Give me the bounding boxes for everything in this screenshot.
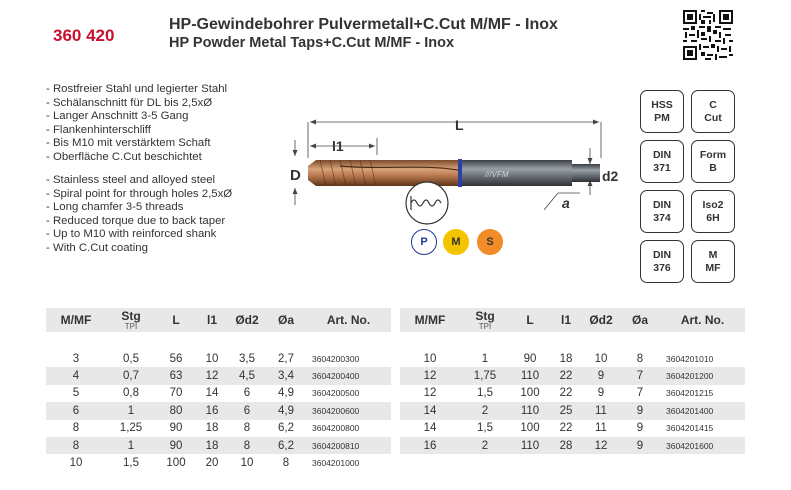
table-cell: 9 [597,387,605,400]
table-cell: 11 [595,422,607,435]
label-L: L [455,117,464,133]
table-cell: 6,2 [278,422,294,435]
table-cell: 3604201200 [660,367,745,384]
table-row [46,385,391,402]
table-cell: 3604201415 [666,423,714,434]
feature-item: - Oberfläche C.Cut beschichtet [46,150,202,163]
feature-item: - Long chamfer 3-5 threads [46,201,184,214]
table-row [46,402,391,419]
feature-list-german [46,83,227,165]
table-cell: 22 [559,387,573,400]
table-cell: 5 [72,387,80,400]
table-cell: 7 [620,367,660,384]
table-cell: 6 [228,402,266,419]
table-cell: 1 [106,437,156,454]
table-cell: 100 [520,422,540,435]
table-cell: 3,5 [239,352,255,365]
label-l1: l1 [332,138,344,154]
feature-item: - Up to M10 with reinforced shank [46,228,217,241]
table-cell: 28 [550,437,582,454]
table-cell: 4,9 [278,387,294,400]
tap-technical-drawing [280,100,625,240]
table-cell: 8 [636,352,644,365]
table-cell: 2 [460,402,510,419]
table-cell: 1,5 [123,457,139,470]
table-cell: 90 [523,352,537,365]
col-header-od2: Ød2 [235,313,259,327]
table-cell: 2,7 [278,352,294,365]
table-cell: 18 [559,352,573,365]
table-cell: 22 [550,367,582,384]
table-cell: 80 [156,402,196,419]
table-cell: 110 [510,437,550,454]
table-cell: 12 [400,367,460,384]
table-cell: 3604200600 [306,402,391,419]
table-cell: 8 [243,422,251,435]
table-cell: 16 [400,437,460,454]
table-cell: 4 [46,367,106,384]
feature-item: - Spiral point for through holes 2,5xØ [46,187,233,200]
table-cell: 1,75 [460,367,510,384]
col-header-l: L [172,313,180,327]
table-cell: 3 [72,352,80,365]
table-cell: 18 [205,422,219,435]
badge-form-b: Form B [691,140,735,183]
table-cell: 16 [196,402,228,419]
table-cell: 0,5 [123,352,139,365]
svg-text:///VFM: ///VFM [485,170,509,179]
table-cell: 100 [520,387,540,400]
table-cell: 9 [636,422,644,435]
badge-din371: DIN 371 [640,140,684,183]
table-cell: 0,8 [123,387,139,400]
feature-item: - With C.Cut coating [46,241,148,254]
label-D: D [290,167,301,184]
table-cell: 3604200800 [312,423,360,434]
badge-m-mf: M MF [691,240,735,283]
title-german: HP-Gewindebohrer Pulvermetall+C.Cut M/MF - Inox [169,16,558,33]
table-cell: 6 [46,402,106,419]
table-cell: 1 [481,352,489,365]
label-a: a [562,195,570,211]
table-cell: 4,5 [228,367,266,384]
table-cell: 12 [582,437,620,454]
size-table-right [400,308,745,454]
qr-code-icon [683,10,733,60]
table-row [46,420,391,437]
col-header-od2: Ød2 [589,313,613,327]
table-cell: 90 [169,422,183,435]
table-row [400,367,745,384]
table-cell: 8 [46,437,106,454]
col-header-art: Art. No. [326,313,371,327]
table-cell: 1,5 [477,387,493,400]
table-cell: 7 [636,387,644,400]
feature-item: - Langer Anschnitt 3-5 Gang [46,110,189,123]
table-row [400,437,745,454]
table-row [46,454,391,471]
table-row [400,385,745,402]
col-header-stg: Stg TPI [475,309,495,331]
table-cell: 6,2 [266,437,306,454]
table-cell: 110 [510,367,550,384]
feature-item: - Schälanschnitt für DL bis 2,5xØ [46,96,213,109]
table-cell: 12 [196,367,228,384]
table-cell: 1,25 [119,422,143,435]
table-row [46,367,391,384]
table-row [400,402,745,419]
feature-item: - Bis M10 mit verstärktem Schaft [46,137,211,150]
badge-c-cut: C Cut [691,90,735,133]
table-cell: 1,5 [477,422,493,435]
col-header-art: Art. No. [680,313,725,327]
table-cell: 9 [582,367,620,384]
table-cell: 3,4 [266,367,306,384]
material-m-icon: M [443,229,469,255]
table-cell: 9 [620,437,660,454]
table-cell: 3604200810 [306,437,391,454]
table-cell: 3604200400 [306,367,391,384]
table-cell: 0,7 [106,367,156,384]
table-cell: 90 [156,437,196,454]
table-cell: 100 [166,457,186,470]
table-cell: 3604200300 [312,353,360,364]
table-cell: 8 [72,422,80,435]
table-cell: 1 [106,402,156,419]
table-cell: 8 [228,437,266,454]
material-p-icon: P [411,229,437,255]
table-cell: 4,9 [266,402,306,419]
table-cell: 6 [243,387,251,400]
table-row [46,350,391,367]
table-cell: 11 [582,402,620,419]
table-row [46,437,391,454]
feature-item: - Stainless steel and alloyed steel [46,174,216,186]
table-cell: 14 [423,422,437,435]
table-cell: 12 [423,387,437,400]
table-cell: 3604201600 [660,437,745,454]
table-cell: 10 [240,457,254,470]
col-header-stg: Stg TPI [121,309,141,331]
table-cell: 20 [205,457,219,470]
badge-iso2-6h: Iso2 6H [691,190,735,233]
badge-din374: DIN 374 [640,190,684,233]
table-cell: 3604200500 [312,388,360,399]
label-d2: d2 [602,168,619,184]
table-cell: 70 [169,387,183,400]
table-cell: 10 [69,457,83,470]
table-cell: 14 [400,402,460,419]
col-header-oa: Øa [277,313,294,327]
table-cell: 110 [510,402,550,419]
badge-din376: DIN 376 [640,240,684,283]
table-cell: 10 [205,352,219,365]
table-cell: 10 [594,352,608,365]
table-cell: 3604201215 [666,388,714,399]
table-row [400,420,745,437]
table-cell: 9 [620,402,660,419]
table-cell: 22 [559,422,573,435]
table-cell: 3604201400 [660,402,745,419]
badge-hss-pm: HSS PM [640,90,684,133]
feature-list-english [46,174,232,256]
table-cell: 3604201010 [666,353,714,364]
col-header-l1: l1 [206,313,217,327]
table-cell: 63 [156,367,196,384]
size-table-left [46,308,391,472]
title-english: HP Powder Metal Taps+C.Cut M/MF - Inox [169,35,455,51]
table-cell: 8 [282,457,290,470]
feature-item: - Flankenhinterschliff [46,123,151,136]
col-header-mmf: M/MF [414,313,446,327]
col-header-mmf: M/MF [60,313,92,327]
product-code: 360 420 [53,26,115,45]
table-cell: 10 [423,352,437,365]
feature-item: - Rostfreier Stahl und legierter Stahl [46,83,228,95]
table-cell: 3604201000 [312,458,360,469]
table-row [400,350,745,367]
material-s-icon: S [477,229,503,255]
col-header-oa: Øa [631,313,648,327]
col-header-l1: l1 [560,313,571,327]
table-cell: 14 [205,387,219,400]
col-header-l: L [526,313,534,327]
feature-item: - Reduced torque due to back taper [46,214,226,227]
table-cell: 18 [196,437,228,454]
table-cell: 56 [169,352,183,365]
table-cell: 2 [460,437,510,454]
table-cell: 25 [550,402,582,419]
